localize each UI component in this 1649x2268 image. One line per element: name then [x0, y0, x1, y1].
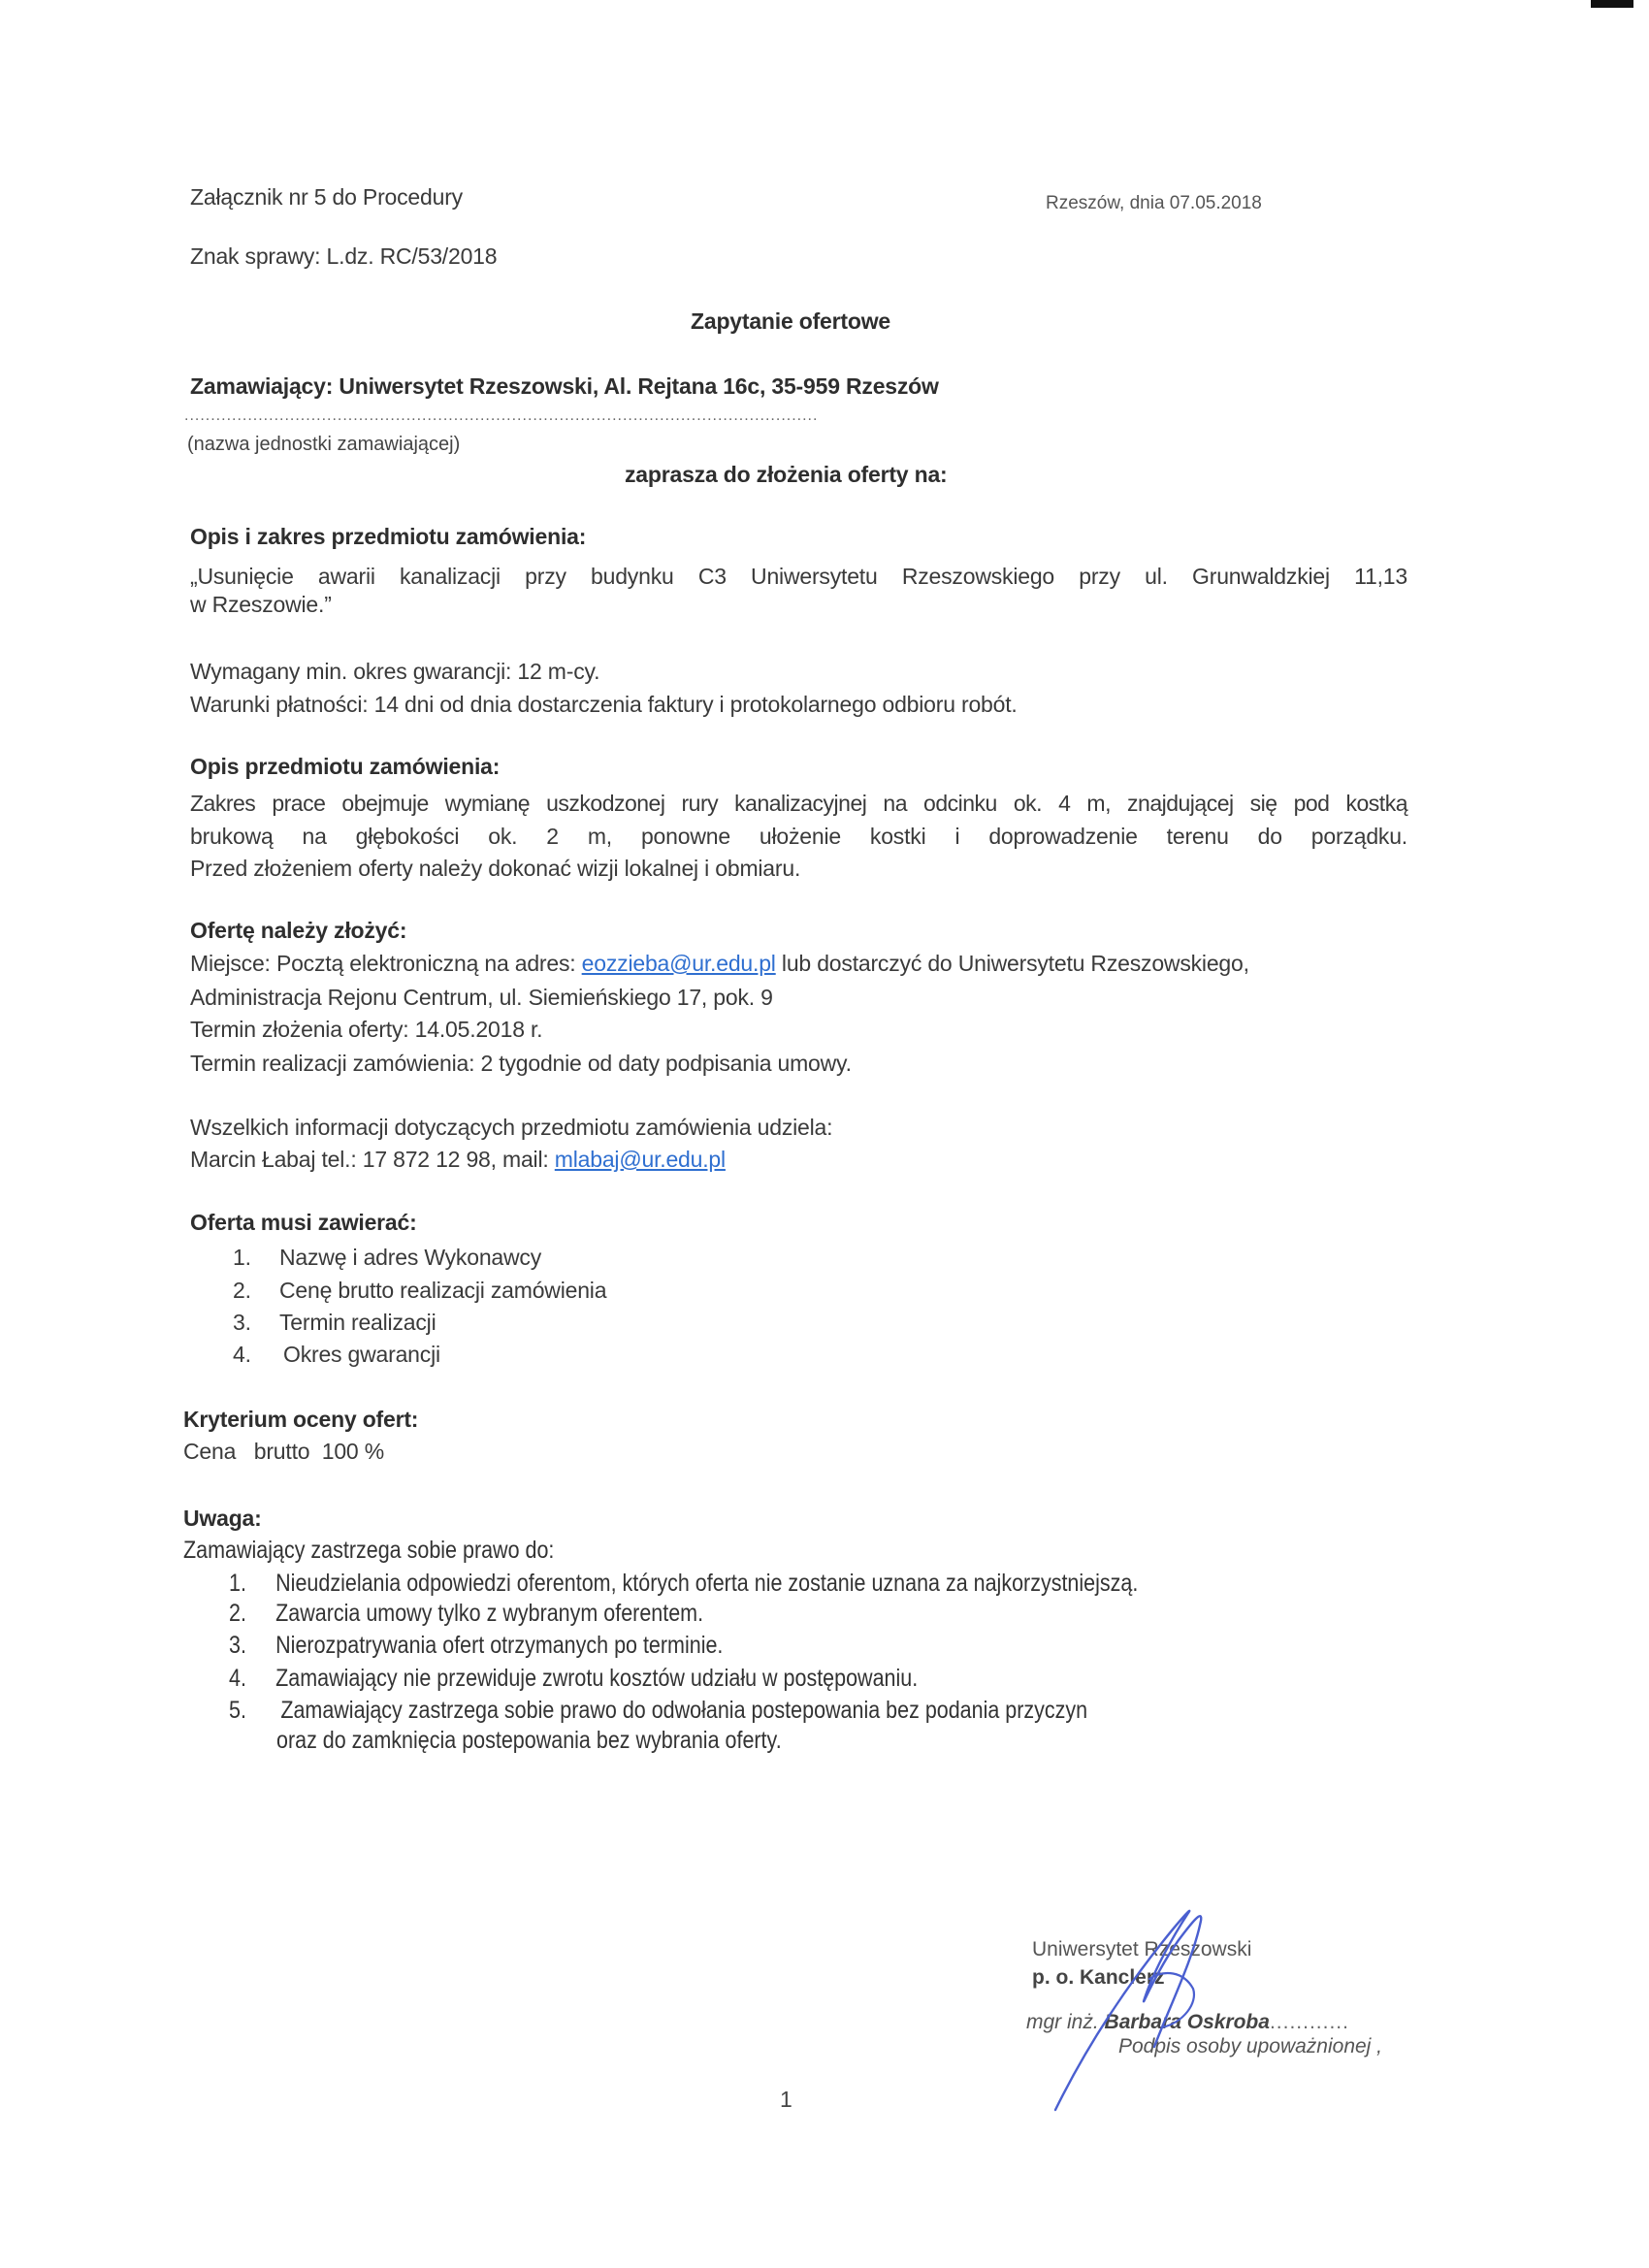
list-item — [229, 1570, 1138, 1598]
list-text: Zamawiający zastrzega sobie prawo do odwołania postepowania bez podania przyczyn — [280, 1697, 1088, 1724]
description-line-1: Zakres prace obejmuje wymianę uszkodzonej rury kanalizacyjnej na odcinku ok. 4 m, znajdującej się pod kostką — [190, 791, 1407, 816]
signature-loop — [1149, 1973, 1194, 2027]
list-item — [229, 1632, 723, 1660]
submission-place-line — [190, 951, 1249, 977]
signature-name: Barbara Oskroba — [1104, 2011, 1270, 2033]
place-date: Rzeszów, dnia 07.05.2018 — [1046, 193, 1262, 213]
scope-heading: Opis i zakres przedmiotu zamówienia: — [190, 524, 587, 549]
notes-intro: Zamawiający zastrzega sobie prawo do: — [183, 1537, 555, 1564]
list-text: Nieudzielania odpowiedzi oferentom, których oferta nie zostanie uznana za najkorzystniejszą. — [275, 1570, 1139, 1597]
list-number: 4. — [233, 1342, 251, 1367]
case-reference: Znak sprawy: L.dz. RC/53/2018 — [190, 243, 498, 269]
signature-stroke — [1055, 1911, 1201, 2110]
description-line-3: Przed złożeniem oferty należy dokonać wizji lokalnej i obmiaru. — [190, 856, 801, 881]
list-text: Cenę brutto realizacji zamówienia — [279, 1278, 607, 1303]
scope-line-2: w Rzeszowie.” — [190, 592, 332, 617]
list-item-continuation: oraz do zamknięcia postepowania bez wybrania oferty. — [276, 1727, 782, 1754]
list-text: Okres gwarancji — [283, 1342, 440, 1367]
list-number: 5. — [229, 1697, 246, 1724]
list-number: 4. — [229, 1665, 246, 1692]
criteria-heading: Kryterium oceny ofert: — [183, 1407, 419, 1432]
payment-line: Warunki płatności: 14 dni od dnia dostarczenia faktury i protokolarnego odbioru robót. — [190, 692, 1018, 717]
list-item — [229, 1665, 918, 1693]
contact-line — [190, 1147, 726, 1173]
contact-person: Marcin Łabaj tel.: 17 872 12 98, mail: — [190, 1147, 549, 1172]
warranty-line: Wymagany min. okres gwarancji: 12 m-cy. — [190, 659, 600, 684]
offer-contents-heading: Oferta musi zawierać: — [190, 1210, 417, 1235]
list-number: 1. — [233, 1245, 251, 1270]
list-item — [233, 1342, 440, 1368]
list-item — [233, 1245, 541, 1271]
description-line-2: brukową na głębokości ok. 2 m, ponowne ułożenie kostki i doprowadzenie terenu do porządku. — [190, 824, 1407, 849]
description-heading: Opis przedmiotu zamówienia: — [190, 754, 501, 779]
annex-label: Załącznik nr 5 do Procedury — [190, 184, 463, 210]
page-title: Zapytanie ofertowe — [691, 308, 890, 334]
signature-caption: Podpis osoby upoważnionej , — [1118, 2035, 1383, 2057]
list-number: 1. — [229, 1570, 246, 1597]
completion-deadline: Termin realizacji zamówienia: 2 tygodnie od daty podpisania umowy. — [190, 1051, 852, 1076]
list-number: 2. — [233, 1278, 251, 1303]
contact-intro: Wszelkich informacji dotyczących przedmiotu zamówienia udziela: — [190, 1115, 833, 1140]
dotted-line: ........................................................................................................................ — [184, 407, 819, 424]
list-item — [229, 1697, 1087, 1725]
criteria-text: Cena brutto 100 % — [183, 1439, 384, 1464]
signature-name-prefix: mgr inż. — [1026, 2011, 1099, 2033]
submission-place-suffix: lub dostarczyć do Uniwersytetu Rzeszowskiego, — [781, 951, 1249, 976]
invitation-line: zaprasza do złożenia oferty na: — [625, 462, 948, 487]
list-text: Zamawiający nie przewiduje zwrotu kosztów udziału w postępowaniu. — [275, 1665, 919, 1692]
signature-dots: ............ — [1269, 2011, 1349, 2033]
signature-org-text: Uniwersytet Rzeszowski — [1032, 1938, 1252, 1960]
list-number: 3. — [229, 1632, 246, 1659]
list-text: Nazwę i adres Wykonawcy — [279, 1245, 542, 1270]
submission-heading: Ofertę należy złożyć: — [190, 918, 407, 943]
list-number: 2. — [229, 1600, 246, 1627]
notes-heading: Uwaga: — [183, 1506, 262, 1531]
list-item — [233, 1278, 606, 1304]
list-item — [233, 1310, 436, 1336]
ordering-party-caption: (nazwa jednostki zamawiającej) — [187, 434, 461, 455]
page-number: 1 — [780, 2087, 792, 2112]
signature-role: p. o. Kanclerz — [1032, 1966, 1165, 1989]
submission-address: Administracja Rejonu Centrum, ul. Siemieńskiego 17, pok. 9 — [190, 985, 773, 1010]
list-text: Termin realizacji — [279, 1310, 436, 1335]
contact-email-link[interactable]: mlabaj@ur.edu.pl — [554, 1147, 726, 1172]
scan-corner-mark — [1591, 0, 1633, 8]
list-number: 3. — [233, 1310, 251, 1335]
submission-place-prefix: Miejsce: Pocztą elektroniczną na adres: — [190, 951, 576, 976]
scope-line-1: „Usunięcie awarii kanalizacji przy budynku C3 Uniwersytetu Rzeszowskiego przy ul. Grunwaldzkiej 11,13 — [190, 564, 1407, 589]
list-item — [229, 1600, 703, 1628]
ordering-party: Zamawiający: Uniwersytet Rzeszowski, Al. Rejtana 16c, 35-959 Rzeszów — [190, 373, 939, 399]
submission-email-link[interactable]: eozzieba@ur.edu.pl — [581, 951, 776, 976]
handwritten-signature — [1048, 1901, 1222, 2115]
submission-deadline: Termin złożenia oferty: 14.05.2018 r. — [190, 1017, 543, 1042]
list-text: Zawarcia umowy tylko z wybranym oferentem. — [275, 1600, 704, 1627]
list-text: Nierozpatrywania ofert otrzymanych po terminie. — [275, 1632, 724, 1659]
